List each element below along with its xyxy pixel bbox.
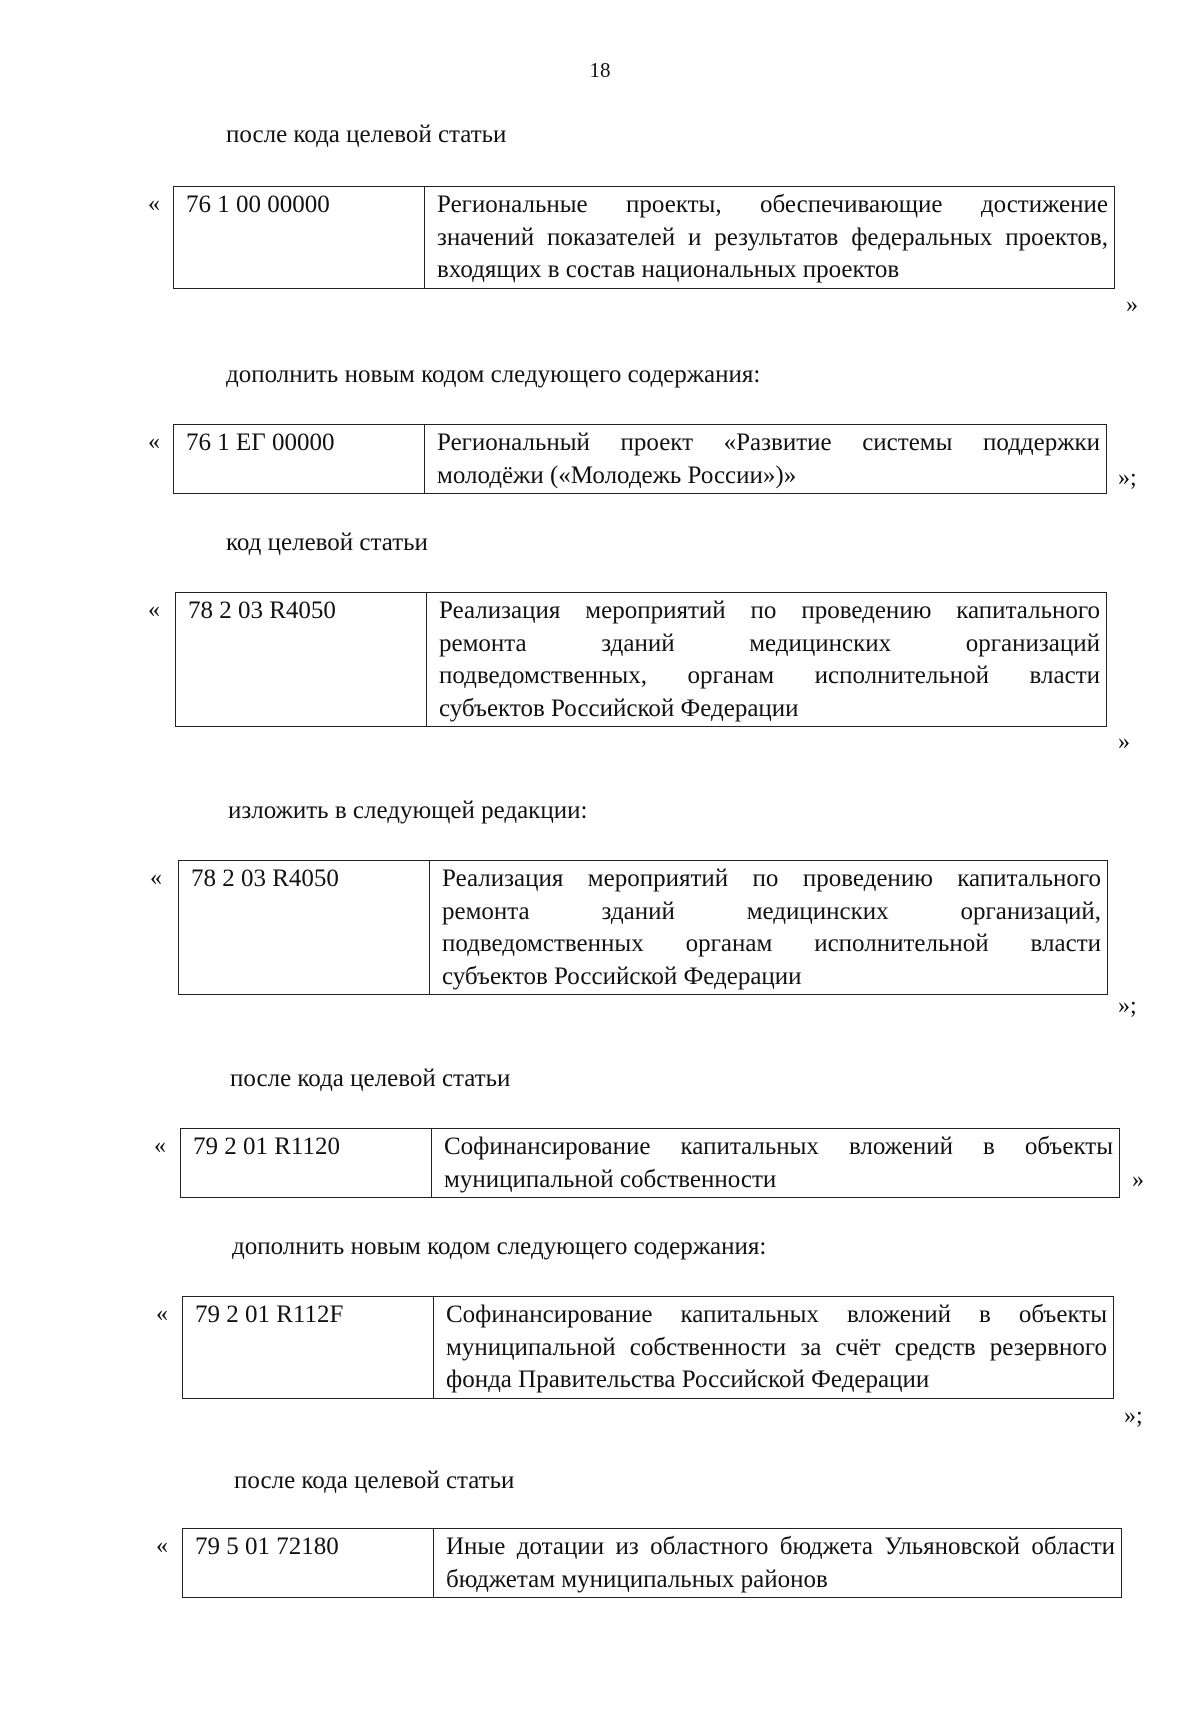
target-code: 78 2 03 R4050 bbox=[176, 593, 427, 727]
closing-quote: » bbox=[1118, 729, 1130, 755]
code-table bbox=[178, 860, 1108, 995]
target-code: 76 1 00 00000 bbox=[174, 187, 425, 289]
target-code: 79 2 01 R112F bbox=[183, 1297, 434, 1399]
closing-quote: »; bbox=[1124, 1403, 1143, 1429]
section-intro: после кода целевой статьи bbox=[230, 1065, 511, 1092]
section-intro: после кода целевой статьи bbox=[226, 121, 507, 148]
closing-quote: » bbox=[1132, 1167, 1144, 1193]
section-intro: изложить в следующей редакции: bbox=[228, 797, 588, 824]
table-row bbox=[183, 1297, 1114, 1399]
table-row bbox=[183, 1529, 1122, 1598]
code-table bbox=[175, 592, 1107, 727]
table-row bbox=[181, 1129, 1120, 1198]
target-name: Софинансирование капитальных вложений в объекты муниципальной собственности bbox=[432, 1129, 1120, 1198]
target-name: Софинансирование капитальных вложений в объекты муниципальной собственности за счёт средств резервного фонда Правительства Российской Федерации bbox=[434, 1297, 1114, 1399]
table-row bbox=[174, 187, 1115, 289]
opening-quote: « bbox=[154, 1133, 166, 1159]
closing-quote: » bbox=[1126, 292, 1138, 318]
section-intro: после кода целевой статьи bbox=[234, 1467, 515, 1494]
code-table bbox=[173, 186, 1115, 289]
closing-quote: »; bbox=[1118, 465, 1137, 491]
table-row bbox=[174, 425, 1107, 494]
code-table bbox=[180, 1128, 1120, 1198]
target-code: 78 2 03 R4050 bbox=[179, 861, 430, 995]
table-row bbox=[176, 593, 1107, 727]
target-name: Региональные проекты, обеспечивающие достижение значений показателей и результатов федеральных проектов, входящих в состав национальных проектов bbox=[425, 187, 1115, 289]
opening-quote: « bbox=[156, 1533, 168, 1559]
section-intro: код целевой статьи bbox=[226, 529, 428, 556]
code-table bbox=[173, 424, 1107, 494]
section-intro: дополнить новым кодом следующего содержания: bbox=[226, 361, 761, 388]
code-table bbox=[182, 1528, 1122, 1598]
target-name: Реализация мероприятий по проведению капитального ремонта зданий медицинских организаций подведомственных, органам исполнительной власти субъектов Российской Федерации bbox=[427, 593, 1107, 727]
opening-quote: « bbox=[148, 429, 160, 455]
page-number: 18 bbox=[589, 58, 611, 82]
target-code: 76 1 ЕГ 00000 bbox=[174, 425, 425, 494]
opening-quote: « bbox=[156, 1301, 168, 1327]
opening-quote: « bbox=[148, 597, 160, 623]
target-name: Иные дотации из областного бюджета Ульяновской области бюджетам муниципальных районов bbox=[434, 1529, 1122, 1598]
closing-quote: »; bbox=[1118, 993, 1137, 1019]
opening-quote: « bbox=[150, 865, 162, 891]
table-row bbox=[179, 861, 1108, 995]
opening-quote: « bbox=[148, 191, 160, 217]
target-code: 79 2 01 R1120 bbox=[181, 1129, 432, 1198]
code-table bbox=[182, 1296, 1114, 1399]
section-intro: дополнить новым кодом следующего содержания: bbox=[232, 1233, 767, 1260]
target-name: Региональный проект «Развитие системы поддержки молодёжи («Молодежь России»)» bbox=[425, 425, 1107, 494]
target-name: Реализация мероприятий по проведению капитального ремонта зданий медицинских организаций, подведомственных органам исполнительной власти субъектов Российской Федерации bbox=[430, 861, 1108, 995]
target-code: 79 5 01 72180 bbox=[183, 1529, 434, 1598]
